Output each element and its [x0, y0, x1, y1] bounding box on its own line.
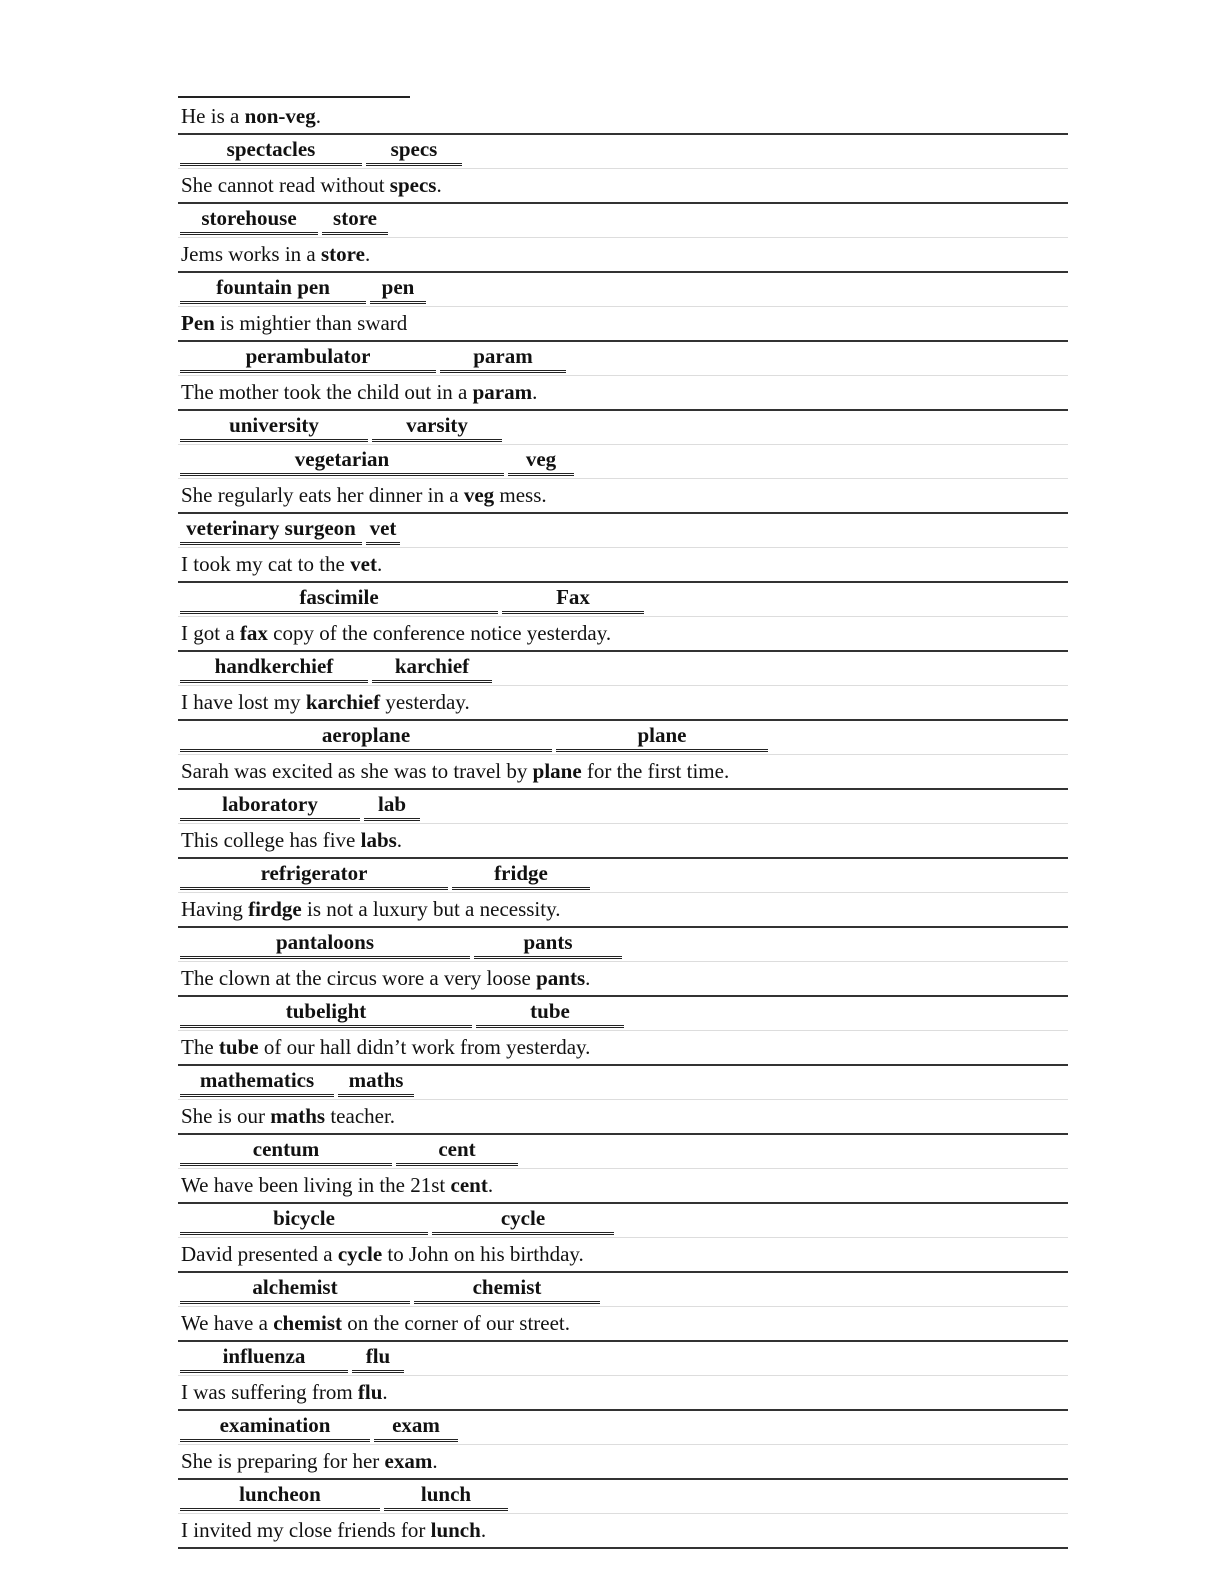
example-sentence: I have lost my karchief yesterday.	[178, 686, 1068, 721]
full-form: handkerchief	[180, 652, 368, 683]
example-sentence: David presented a cycle to John on his birthday.	[178, 1238, 1068, 1273]
full-form: examination	[180, 1411, 370, 1442]
term-pair	[178, 411, 1068, 445]
short-form: cycle	[432, 1204, 614, 1235]
term-pair	[178, 721, 1068, 755]
example-sentence: We have a chemist on the corner of our street.	[178, 1307, 1068, 1342]
full-form: storehouse	[180, 204, 318, 235]
term-pair	[178, 342, 1068, 376]
short-form: flu	[352, 1342, 404, 1373]
short-form: pants	[474, 928, 622, 959]
term-pair	[178, 273, 1068, 307]
term-pair	[178, 583, 1068, 617]
example-sentence: I invited my close friends for lunch.	[178, 1514, 1068, 1549]
short-form: maths	[338, 1066, 414, 1097]
full-form: spectacles	[180, 135, 362, 166]
term-pair	[178, 859, 1068, 893]
example-sentence: I took my cat to the vet.	[178, 548, 1068, 583]
full-form: pantaloons	[180, 928, 470, 959]
short-form: exam	[374, 1411, 458, 1442]
example-sentence: She cannot read without specs.	[178, 169, 1068, 204]
full-form: vegetarian	[180, 445, 504, 476]
term-pair	[178, 1342, 1068, 1376]
term-pair	[178, 790, 1068, 824]
term-pair	[178, 1411, 1068, 1445]
full-form: fountain pen	[180, 273, 366, 304]
term-pair	[178, 1135, 1068, 1169]
term-pair	[178, 1480, 1068, 1514]
example-sentence: Having firdge is not a luxury but a necessity.	[178, 893, 1068, 928]
short-form: pen	[370, 273, 426, 304]
short-form: specs	[366, 135, 462, 166]
example-sentence: She is preparing for her exam.	[178, 1445, 1068, 1480]
term-pair	[178, 514, 1068, 548]
full-form: mathematics	[180, 1066, 334, 1097]
term-pair	[178, 928, 1068, 962]
short-form: Fax	[502, 583, 644, 614]
full-form: laboratory	[180, 790, 360, 821]
example-sentence: The clown at the circus wore a very loose pants.	[178, 962, 1068, 997]
example-sentence: I got a fax copy of the conference notice yesterday.	[178, 617, 1068, 652]
full-form: luncheon	[180, 1480, 380, 1511]
short-form: varsity	[372, 411, 502, 442]
example-sentence: Pen is mightier than sward	[178, 307, 1068, 342]
term-pair	[178, 445, 1068, 479]
full-form: veterinary surgeon	[180, 514, 362, 545]
full-form: fascimile	[180, 583, 498, 614]
example-sentence: I was suffering from flu.	[178, 1376, 1068, 1411]
full-form: influenza	[180, 1342, 348, 1373]
top-rule	[178, 96, 410, 98]
example-sentence: Jems works in a store.	[178, 238, 1068, 273]
short-form: param	[440, 342, 566, 373]
example-sentence: This college has five labs.	[178, 824, 1068, 859]
example-sentence: The mother took the child out in a param.	[178, 376, 1068, 411]
example-sentence: We have been living in the 21st cent.	[178, 1169, 1068, 1204]
full-form: tubelight	[180, 997, 472, 1028]
short-form: chemist	[414, 1273, 600, 1304]
short-form: plane	[556, 721, 768, 752]
short-form: store	[322, 204, 388, 235]
example-sentence: She is our maths teacher.	[178, 1100, 1068, 1135]
full-form: perambulator	[180, 342, 436, 373]
term-pair	[178, 1273, 1068, 1307]
term-pair	[178, 1066, 1068, 1100]
full-form: alchemist	[180, 1273, 410, 1304]
example-sentence: He is a non-veg.	[178, 100, 1068, 135]
document-page	[178, 96, 1068, 1549]
short-form: cent	[396, 1135, 518, 1166]
short-form: veg	[508, 445, 574, 476]
example-sentence: She regularly eats her dinner in a veg mess.	[178, 479, 1068, 514]
full-form: university	[180, 411, 368, 442]
full-form: centum	[180, 1135, 392, 1166]
short-form: karchief	[372, 652, 492, 683]
short-form: lab	[364, 790, 420, 821]
short-form: lunch	[384, 1480, 508, 1511]
example-sentence: The tube of our hall didn’t work from yesterday.	[178, 1031, 1068, 1066]
short-form: fridge	[452, 859, 590, 890]
short-form: vet	[366, 514, 400, 545]
full-form: refrigerator	[180, 859, 448, 890]
term-pair	[178, 204, 1068, 238]
abbreviation-list	[178, 135, 1068, 1549]
short-form: tube	[476, 997, 624, 1028]
term-pair	[178, 997, 1068, 1031]
full-form: bicycle	[180, 1204, 428, 1235]
term-pair	[178, 652, 1068, 686]
term-pair	[178, 1204, 1068, 1238]
example-sentence: Sarah was excited as she was to travel by plane for the first time.	[178, 755, 1068, 790]
term-pair	[178, 135, 1068, 169]
full-form: aeroplane	[180, 721, 552, 752]
